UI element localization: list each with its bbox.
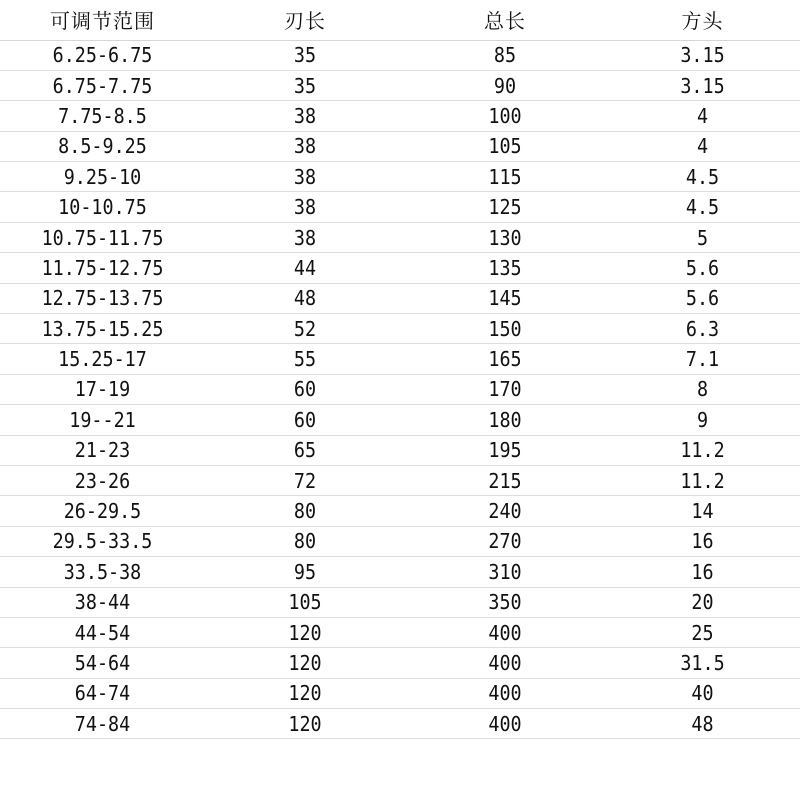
cell-blade-length: 65	[213, 435, 397, 465]
cell-adjust-range: 12.75-13.75	[8, 283, 197, 313]
table-row	[0, 131, 800, 161]
cell-blade-length: 35	[213, 40, 397, 70]
cell-square-head: 16	[613, 526, 792, 556]
table-row	[0, 40, 800, 70]
cell-adjust-range: 17-19	[8, 374, 197, 404]
cell-adjust-range: 29.5-33.5	[8, 526, 197, 556]
cell-blade-length: 60	[213, 374, 397, 404]
table-row	[0, 526, 800, 556]
cell-adjust-range: 13.75-15.25	[8, 314, 197, 344]
cell-adjust-range: 74-84	[8, 709, 197, 739]
cell-total-length: 105	[413, 131, 597, 161]
cell-total-length: 130	[413, 222, 597, 252]
cell-adjust-range: 38-44	[8, 587, 197, 617]
cell-square-head: 5	[613, 222, 792, 252]
table-row	[0, 222, 800, 252]
cell-blade-length: 72	[213, 465, 397, 495]
cell-total-length: 400	[413, 709, 597, 739]
cell-blade-length: 52	[213, 314, 397, 344]
cell-total-length: 400	[413, 678, 597, 708]
table-row	[0, 253, 800, 283]
cell-total-length: 180	[413, 405, 597, 435]
cell-adjust-range: 7.75-8.5	[8, 101, 197, 131]
cell-square-head: 11.2	[613, 435, 792, 465]
table-row	[0, 617, 800, 647]
cell-blade-length: 35	[213, 70, 397, 100]
table-body	[0, 40, 800, 739]
cell-adjust-range: 6.25-6.75	[8, 40, 197, 70]
cell-square-head: 4	[613, 101, 792, 131]
cell-square-head: 25	[613, 617, 792, 647]
header-row	[0, 0, 800, 40]
cell-total-length: 195	[413, 435, 597, 465]
cell-square-head: 4.5	[613, 192, 792, 222]
cell-blade-length: 120	[213, 648, 397, 678]
cell-square-head: 14	[613, 496, 792, 526]
cell-total-length: 240	[413, 496, 597, 526]
cell-square-head: 20	[613, 587, 792, 617]
table-row	[0, 314, 800, 344]
cell-blade-length: 95	[213, 557, 397, 587]
cell-adjust-range: 15.25-17	[8, 344, 197, 374]
cell-adjust-range: 54-64	[8, 648, 197, 678]
cell-square-head: 7.1	[613, 344, 792, 374]
cell-blade-length: 48	[213, 283, 397, 313]
cell-total-length: 400	[413, 648, 597, 678]
cell-blade-length: 38	[213, 222, 397, 252]
cell-blade-length: 38	[213, 101, 397, 131]
cell-adjust-range: 44-54	[8, 617, 197, 647]
table-row	[0, 435, 800, 465]
cell-adjust-range: 8.5-9.25	[8, 131, 197, 161]
cell-total-length: 310	[413, 557, 597, 587]
cell-adjust-range: 9.25-10	[8, 162, 197, 192]
cell-blade-length: 60	[213, 405, 397, 435]
table-row	[0, 557, 800, 587]
cell-blade-length: 120	[213, 709, 397, 739]
cell-adjust-range: 26-29.5	[8, 496, 197, 526]
cell-square-head: 4.5	[613, 162, 792, 192]
cell-total-length: 170	[413, 374, 597, 404]
cell-total-length: 350	[413, 587, 597, 617]
cell-total-length: 400	[413, 617, 597, 647]
cell-adjust-range: 23-26	[8, 465, 197, 495]
cell-blade-length: 38	[213, 162, 397, 192]
table-header	[0, 0, 800, 40]
cell-square-head: 3.15	[613, 40, 792, 70]
cell-blade-length: 55	[213, 344, 397, 374]
table-row	[0, 709, 800, 739]
cell-square-head: 16	[613, 557, 792, 587]
cell-square-head: 48	[613, 709, 792, 739]
cell-total-length: 270	[413, 526, 597, 556]
cell-total-length: 135	[413, 253, 597, 283]
table-row	[0, 587, 800, 617]
table-row	[0, 374, 800, 404]
table-row	[0, 192, 800, 222]
cell-square-head: 6.3	[613, 314, 792, 344]
cell-blade-length: 120	[213, 678, 397, 708]
cell-square-head: 40	[613, 678, 792, 708]
cell-square-head: 11.2	[613, 465, 792, 495]
cell-square-head: 5.6	[613, 253, 792, 283]
cell-blade-length: 105	[213, 587, 397, 617]
cell-blade-length: 120	[213, 617, 397, 647]
cell-adjust-range: 19--21	[8, 405, 197, 435]
cell-adjust-range: 64-74	[8, 678, 197, 708]
cell-total-length: 90	[413, 70, 597, 100]
cell-blade-length: 38	[213, 192, 397, 222]
cell-blade-length: 80	[213, 526, 397, 556]
table-row	[0, 70, 800, 100]
cell-square-head: 5.6	[613, 283, 792, 313]
cell-blade-length: 80	[213, 496, 397, 526]
cell-adjust-range: 11.75-12.75	[8, 253, 197, 283]
cell-adjust-range: 21-23	[8, 435, 197, 465]
cell-total-length: 125	[413, 192, 597, 222]
table-row	[0, 465, 800, 495]
cell-total-length: 150	[413, 314, 597, 344]
cell-square-head: 31.5	[613, 648, 792, 678]
header-total-length: 总长	[405, 0, 605, 40]
cell-square-head: 8	[613, 374, 792, 404]
cell-adjust-range: 6.75-7.75	[8, 70, 197, 100]
cell-adjust-range: 10.75-11.75	[8, 222, 197, 252]
header-blade-length: 刃长	[205, 0, 405, 40]
cell-total-length: 85	[413, 40, 597, 70]
cell-total-length: 145	[413, 283, 597, 313]
cell-total-length: 100	[413, 101, 597, 131]
cell-square-head: 3.15	[613, 70, 792, 100]
table-row	[0, 648, 800, 678]
table-row	[0, 405, 800, 435]
cell-adjust-range: 10-10.75	[8, 192, 197, 222]
table-row	[0, 101, 800, 131]
cell-blade-length: 44	[213, 253, 397, 283]
cell-square-head: 4	[613, 131, 792, 161]
table-row	[0, 678, 800, 708]
header-square-head: 方头	[605, 0, 800, 40]
table-row	[0, 496, 800, 526]
cell-blade-length: 38	[213, 131, 397, 161]
table-row	[0, 283, 800, 313]
cell-adjust-range: 33.5-38	[8, 557, 197, 587]
cell-total-length: 115	[413, 162, 597, 192]
cell-total-length: 215	[413, 465, 597, 495]
table-row	[0, 162, 800, 192]
cell-total-length: 165	[413, 344, 597, 374]
table-row	[0, 344, 800, 374]
cell-square-head: 9	[613, 405, 792, 435]
header-adjust-range: 可调节范围	[0, 0, 205, 40]
